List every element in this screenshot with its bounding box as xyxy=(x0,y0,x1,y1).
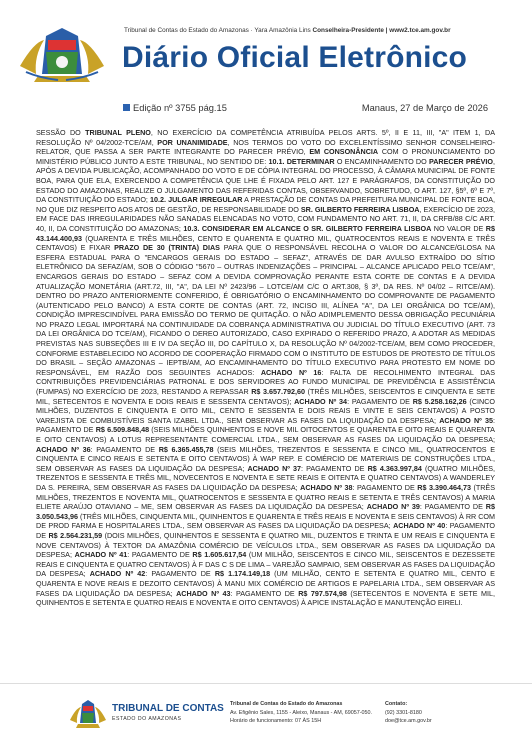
header xyxy=(0,0,532,122)
body-text-segment: , EXERCÍCIO DE 2023, EM FACE DAS IRREGULARIDADES NÃO SANADAS ELENCADAS NO VOTO, COM FUNDAMENTO NO ART. 71, II, DA CRFB/88 C/C ART. 40, II, DA CONSTITUIÇÃO DO AMAZONAS; xyxy=(36,204,495,233)
body-text-segment: , NOS TERMOS DO VOTO DO EXCELENTÍSSIMO SENHOR CONSELHEIRO-RELATOR, QUE PASSA A SER PARTE INTEGRANTE DO PARECER PRÉVIO, xyxy=(36,137,495,157)
footer-hours: Horário de funcionamento: 07 ÀS 15H xyxy=(230,718,322,725)
body-bold-segment: EM CONSONÂNCIA xyxy=(309,147,379,157)
body-bold-segment: ACHADO Nº 43 xyxy=(176,588,231,598)
body-bold-segment: R$ 3.657.792,60 xyxy=(251,387,305,397)
body-text-segment: : PAGAMENTO DE xyxy=(347,396,413,406)
body-bold-segment: ACHADO Nº 34 xyxy=(294,396,348,406)
body-text-segment: : PAGAMENTO DE xyxy=(230,588,299,598)
body-bold-segment: ACHADO Nº 40 xyxy=(393,521,446,531)
body-bold-segment: 10.1. DETERMINAR xyxy=(268,156,335,166)
body-text-segment: (TRÊS MILHÕES, TREZENTOS E NOVENTA MIL, QUATROCENTOS E SESSENTA E QUATRO REAIS E SETENTA E TRÊS CENTAVOS) A MARIA ELIETE ARAÚJO OTAVIANO – ME, SEM OBSERVAR AS FASES DA LIQUIDAÇÃO DA DESPESA; xyxy=(36,482,496,512)
body-bold-segment: ACHADO Nº 36 xyxy=(36,444,91,454)
body-paragraph xyxy=(36,128,495,608)
footer-address xyxy=(230,700,372,726)
body-bold-segment: R$ 6.509.848,48 xyxy=(95,425,150,435)
edition-label xyxy=(123,103,227,113)
body-text-segment: (CINCO MILHÕES, DUZENTOS E CINQUENTA E OITO MIL, CENTO E SESSENTA E DOIS REAIS E VINTE E SEIS CENTAVOS) A POSTO VAREJISTA DE COMBUSTÍVEIS SANTA IZABEL LTDA., SEM OBSERVAR AS FASES DA LIQUIDAÇÃO DA DESPESA; xyxy=(36,396,495,425)
body-text-segment: : PAGAMENTO DE xyxy=(36,415,495,435)
body-bold-segment: R$ 43.144.400,93 xyxy=(36,223,495,243)
body-text-segment: (SETECENTOS E NOVENTA E SETE MIL, QUINHENTOS E SETENTA E QUATRO REAIS E NOVENTA E OITO CENTAVOS) À APICE INSTALAÇÃO E MANUTENÇÃO EIRELI. xyxy=(36,588,495,608)
body-text-segment: (UM MILHÃO, SEISCENTOS E CINCO MIL, SEISCENTOS E DEZESSETE REAIS E CINQUENTA E QUATRO CENTAVOS) À F DAS C S DE LIMA – VAREJÃO SAMPAIO, SEM OBSERVAR AS FASES DA LIQUIDAÇÃO DA DESPESA; xyxy=(36,550,496,579)
footer-email: doe@tce.am.gov.br xyxy=(385,718,432,725)
body-bold-segment: ACHADO Nº 16 xyxy=(260,367,322,377)
footer-address-line: Av. Efigênio Sales, 1155 - Aleixo, Manaus - AM, 69057-050. xyxy=(230,709,373,716)
footer-org-name: TRIBUNAL DE CONTAS xyxy=(112,703,224,714)
body-text-segment: COM O PRONUNCIAMENTO DO MINISTÉRIO PÚBLICO JUNTO A ESTE TRIBUNAL, NO SENTIDO DE: xyxy=(36,147,495,166)
footer-phone: (92) 3301-8180 xyxy=(385,709,422,716)
body-bold-segment: TRIBUNAL PLENO xyxy=(85,128,151,137)
body-text-segment: (QUARENTA E TRÊS MILHÕES, CENTO E QUARENTA E QUATRO MIL, QUATROCENTOS REAIS E NOVENTA E TRÊS CENTAVOS) E FIXAR xyxy=(36,233,495,253)
body-text-segment: O ENCAMINHAMENTO DO xyxy=(334,156,429,166)
body-bold-segment: ACHADO Nº 39 xyxy=(366,502,420,512)
footer-contact xyxy=(385,700,432,726)
body-text-segment: : PAGAMENTO DE xyxy=(419,502,486,512)
body-bold-segment: R$ 797.574,98 xyxy=(298,588,347,598)
body-bold-segment: ACHADO Nº 41 xyxy=(74,550,128,560)
body-text-segment: : PAGAMENTO DE xyxy=(301,463,368,473)
tce-am-crest-logo xyxy=(12,22,112,92)
body-text-segment: : PAGAMENTO DE xyxy=(352,482,418,492)
body-bold-segment: R$ 3.050.543,96 xyxy=(36,502,495,521)
body-text-segment: : PAGAMENTO DE xyxy=(36,521,496,540)
body-bold-segment: R$ 2.564.231,59 xyxy=(48,530,103,540)
body-text-segment: (TRÊS MILHÕES, SEISCENTOS E CINQUENTA E SETE MIL, SETECENTOS E NOVENTA E DOIS REAIS E SESSENTA CENTAVOS); xyxy=(36,387,495,406)
top-line-bold: Conselheira-Presidente xyxy=(312,27,384,34)
footer-crest-logo xyxy=(66,696,110,732)
body-bold-segment: SR. GILBERTO FERREIRA LISBOA xyxy=(300,204,420,214)
body-bold-segment: R$ 1.174.149,18 xyxy=(214,569,271,579)
body-text-segment: NO VALOR DE xyxy=(431,223,486,233)
top-line-prefix: Tribunal de Contas do Estado do Amazonas · Yara Amazônia Lins xyxy=(124,27,313,34)
body-bold-segment: 10.3. CONSIDERAR EM ALCANCE O SR. GILBERTO FERREIRA LISBOA xyxy=(183,223,432,233)
body-text-segment: : PAGAMENTO DE xyxy=(90,444,159,454)
body-bold-segment: R$ 5.258.162,26 xyxy=(412,396,467,406)
body-text-segment: (QUATRO MILHÕES, TREZENTOS E SESSENTA E TRÊS MIL, NOVECENTOS E NOVENTA E SETE REAIS E OITENTA E QUATRO CENTAVOS) A WANDERLEY DA S. PEREIRA, SEM OBSERVAR AS FASES DA LIQUIDAÇÃO DA DESPESA; xyxy=(36,463,495,492)
body-bold-segment: R$ 6.365.455,78 xyxy=(158,444,214,454)
body-text-segment: (SEIS MILHÕES QUINHENTOS E NOVE MIL OITOCENTOS E QUARENTA E OITO REAIS E QUARENTA E OITO CENTAVOS) A LOTUS REPRESENTANTE COMERCIAL LTDA., SEM OBSERVAR AS FASES DA LIQUIDAÇÃO DA DESPESA; xyxy=(36,425,495,444)
body-bold-segment: ACHADO Nº 42 xyxy=(89,569,146,579)
edition-bullet-icon xyxy=(123,104,130,111)
body-text-segment: (DOIS MILHÕES, QUINHENTOS E SESSENTA E QUATRO MIL, DUZENTOS E TRINTA E UM REAIS E CINQUENTA E NOVE CENTAVOS) À TEXTOR DA AMAZÔNIA COMÉRCIO DE VEÍCULOS LTDA., SEM OBSERVAR AS FASES DA LIQUIDAÇÃO DA DESPESA; xyxy=(36,530,496,560)
body-bold-segment: ACHADO Nº 38 xyxy=(300,482,353,492)
body-bold-segment: POR UNANIMIDADE xyxy=(157,137,228,147)
footer-address-title: Tribunal de Contas do Estado do Amazonas xyxy=(230,701,343,707)
publication-date: Manaus, 27 de Março de 2026 xyxy=(361,103,488,113)
body-text-segment: : PAGAMENTO DE xyxy=(127,550,193,560)
body-text-segment: , APÓS A DEVIDA PUBLICAÇÃO, ACOMPANHADO DO VOTO E DE CÓPIA INTEGRAL DO PROCESSO, À CÂMARA MUNICIPAL DE FONTE BOA, PARA QUE ELA, EXERCENDO A COMPETÊNCIA QUE LHE É FIXADA PELO ART. 127 E PARÁGRAFOS, DA CONSTITUIÇÃO DO ESTADO DO AMAZONAS, REALIZE O JULGAMENTO DAS REFERIDAS CONTAS, OBSERVANDO, SOBRETUDO, O ART. 127, §5º, 6º E 7º, DA CONSTITUIÇÃO DO ESTADO; xyxy=(36,156,495,205)
edition-text: Edição nº 3755 pág.15 xyxy=(133,103,227,113)
body-bold-segment: 10.2. JULGAR IRREGULAR xyxy=(150,195,243,205)
body-bold-segment: PRAZO DE 30 (TRINTA) DIAS xyxy=(114,243,220,253)
body-bold-segment: R$ 3.390.464,73 xyxy=(417,482,471,492)
body-bold-segment: R$ 1.605.617,54 xyxy=(192,550,247,560)
body-text-segment: PARA QUE O RESPONSÁVEL RECOLHA O VALOR DO ALCANCE/GLOSA NA ESFERA ESTADUAL PARA O "ENCARGOS GERAIS DO ESTADO – SEFAZ", ATRAVÉS DE DAR AVULSO EXTRAÍDO DO SÍTIO ELETRÔNICO DA SEFAZ/AM, SOB O CÓDIGO "5670 – OUTRAS INDENIZAÇÕES – PRINCIPAL – ALCANCE APLICADO PELO TCE/AM", ENCARGOS GERAIS DO ESTADO – SEFAZ COM A DEVIDA COMPROVAÇÃO PERANTE ESTA CORTE DE CONTAS E A DEVIDA ATUALIZAÇÃO MONETÁRIA (ART.72, III, "A", DA LEI Nº 2423/96 – LOTCE/AM C/C O ART.308, § 3º, DA RES. Nº 04/02 – RITCE/AM). DENTRO DO PRAZO ANTERIORMENTE CONFERIDO, É OBRIGATÓRIO O ENCAMINHAMENTO DO COMPROVANTE DE PAGAMENTO (AUTENTICADO PELO BANCO) A ESTA CORTE DE CONTAS (ART. 72, INCISO III, ALÍNEA "A", DA LEI ORGÂNICA DO TCE/AM), CONDIÇÃO IMPRESCINDÍVEL PARA EMISSÃO DO TERMO DE QUITAÇÃO. O NÃO ADIMPLEMENTO DESSA OBRIGAÇÃO PECUNIÁRIA NO PRAZO LEGAL IMPORTARÁ NA CONTINUIDADE DA COBRANÇA ADMINISTRATIVA OU JUDICIAL DO TÍTULO EXECUTIVO (ART. 73 DA LEI ORGÂNICA DO TCE/AM), FICANDO O DEREO AUTORIZADO, CASO EXPIRADO O REFERIDO PRAZO, A ADOTAR AS MEDIDAS PREVISTAS NAS SUBSEÇÕES III E IV DA SEÇÃO III, DO CAPÍTULO X, DA RESOLUÇÃO Nº 04/2002-TCE/AM, BEM COMO PROCEDER, CONFORME ESTABELECIDO NO ACORDO DE COOPERAÇÃO FIRMADO COM O INSTITUTO DE ESTUDOS DE PROTESTO DE TÍTULOS DO BRASIL – SEÇÃO AMAZONAS – IEPTB/AM, AO ENCAMINHAMENTO DO TÍTULO EXECUTIVO PARA PROTESTO EM NOME DO RESPONSÁVEL, EM RAZÃO DOS SEGUINTES ACHADOS: xyxy=(36,243,495,377)
body-text-segment: , NO EXERCÍCIO DA COMPETÊNCIA ATRIBUÍDA PELOS ARTS. 5º, II E 11, III, "A" ITEM 1, DA RESOLUÇÃO Nº 04/2002-TCE/AM, xyxy=(36,128,495,147)
footer-org-sub: ESTADO DO AMAZONAS xyxy=(112,716,182,722)
body-text-segment: A PRESTAÇÃO DE CONTAS DA PREFEITURA MUNICIPAL DE FONTE BOA, NO QUE DIZ RESPEITO AOS ATOS DE GESTÃO, DE RESPONSABILIDADE DO xyxy=(36,195,495,214)
page-title: Diário Oficial Eletrônico xyxy=(122,41,468,74)
body-text-segment: (SEIS MILHÕES, TREZENTOS E SESSENTA E CINCO MIL, QUATROCENTOS E CINQUENTA E CINCO REAIS E SETENTA E OITO CENTAVOS) À WAP REP. E COMÉRCIO DE MATERIAIS DE CONSTRUÇÕES LTDA., SEM OBSERVAR AS FASES DA LIQUIDAÇÃO DA DESPESA; xyxy=(36,444,495,473)
body-bold-segment: ACHADO Nº 35 xyxy=(439,415,493,425)
header-top-line xyxy=(124,27,451,34)
top-line-suffix: | www2.tce.am.gov.br xyxy=(383,27,451,34)
body-bold-segment: R$ 4.363.997,84 xyxy=(367,463,422,473)
footer-contact-title: Contato: xyxy=(385,701,408,707)
main-text xyxy=(36,128,495,608)
body-text-segment: : PAGAMENTO DE xyxy=(145,569,215,579)
body-text-segment: : FALTA DE RECOLHIMENTO INTEGRAL DAS CONTRIBUIÇÕES PREVIDENCIÁRIAS PATRONAL E DOS SERVIDORES AO FUNDO MUNICIPAL DE PREVIDÊNCIA E ASSISTÊNCIA (FUMPAS) NO EXERCÍCIO DE 2023, RESTANDO A REPASSAR xyxy=(36,367,495,397)
body-bold-segment: ACHADO Nº 37 xyxy=(247,463,302,473)
body-text-segment: (TRÊS MILHÕES, CINQUENTA MIL, QUINHENTOS E QUARENTA E TRÊS REAIS E NOVENTA E SEIS CENTAVOS) À RR COM DE PROD FARMA E HOSPITALARES LTDA., SEM OBSERVAR AS FASES DA LIQUIDAÇÃO DA DESPESA; xyxy=(36,511,495,531)
body-bold-segment: PARECER PRÉVIO xyxy=(428,156,493,166)
body-text-segment: (UM MILHÃO, CENTO E SETENTA E QUATRO MIL, CENTO E QUARENTA E NOVE REAIS E DEZOITO CENTAVOS) À MANU MIX COMÉRCIO DE ARTIGOS E PAPELARIA LTDA., SEM OBSERVAR AS FASES DA LIQUIDAÇÃO DA DESPESA; xyxy=(36,569,495,598)
body-text-segment: SESSÃO DO xyxy=(36,128,86,137)
